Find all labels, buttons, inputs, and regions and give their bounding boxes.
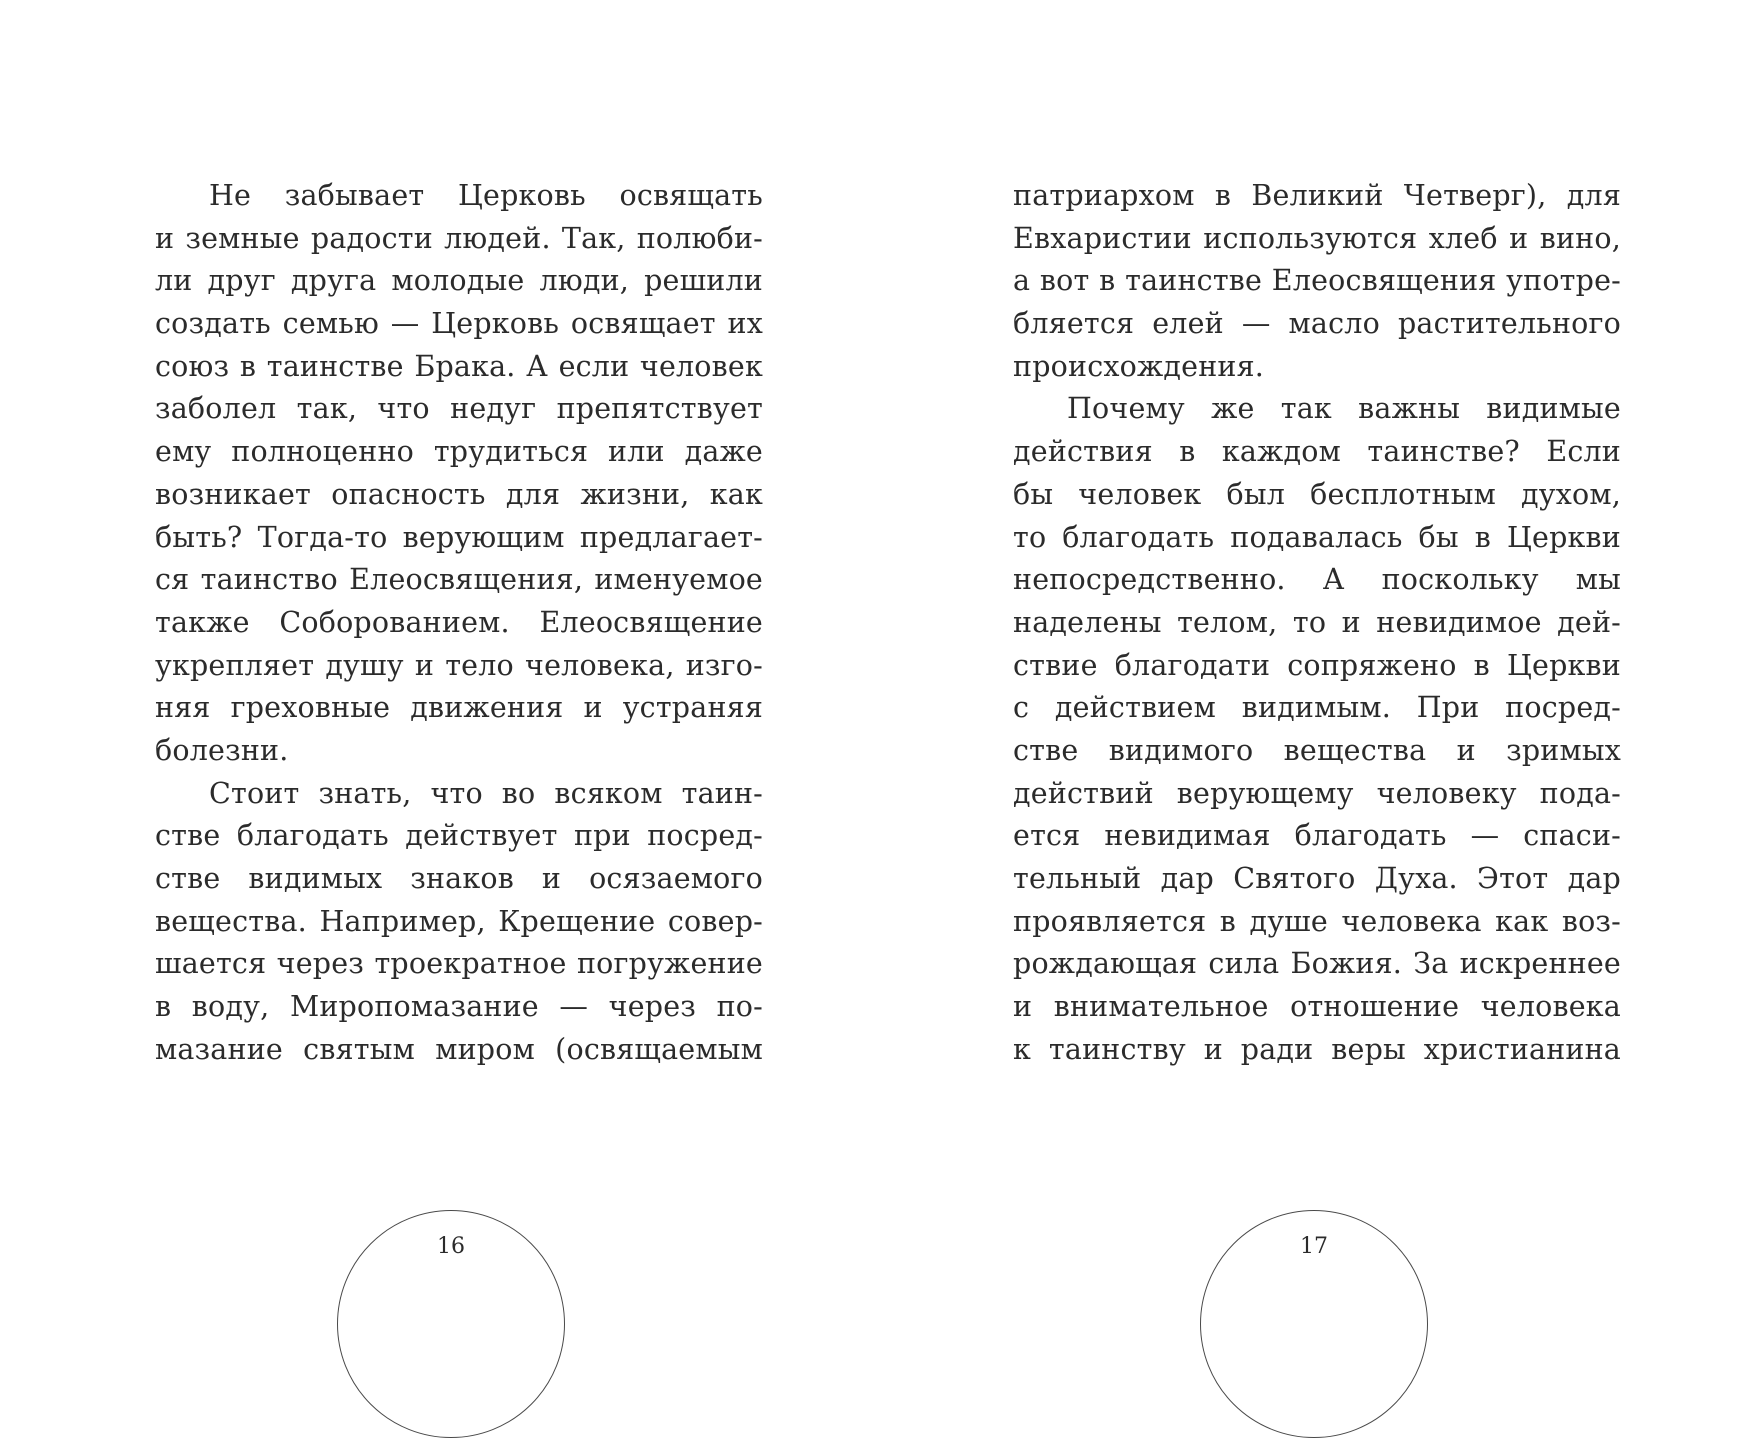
text-line: создать семью — Церковь освящает их [155,307,763,341]
text-line: тельный дар Святого Духа. Этот дар [1013,862,1621,895]
text-line: вещества. Например, Крещение совер- [155,904,763,938]
text-line: мазание святым миром (освящаемым [155,1032,763,1066]
text-line: Не забывает Церковь освящать [209,179,763,212]
text-line: быть? Тогда-то верующим предлагает- [155,520,763,554]
text-line: наделены телом, то и невидимое дей- [1013,605,1621,639]
text-line: действий верующему человеку пода- [1013,776,1621,810]
text-line: проявляется в душе человека как воз- [1013,904,1621,938]
text-line: стве благодать действует при посред- [155,819,763,853]
right-page [881,0,1762,1290]
text-line: происхождения. [1013,349,1265,383]
right-page-text [1013,175,1621,1071]
text-line: шается через троекратное погружение [155,947,763,981]
text-line: то благодать подавалась бы в Церкви [1013,520,1621,554]
text-line: и внимательное отношение человека [1013,990,1621,1024]
text-line: ся таинство Елеосвящения, именуемое [155,563,763,597]
page-number: 17 [1300,1234,1328,1259]
text-line: укрепляет душу и тело человека, изго- [155,648,763,682]
text-line: бляется елей — масло растительного [1013,307,1621,341]
text-line: патриархом в Великий Четверг), для [1013,179,1621,212]
text-line: стве видимого вещества и зримых [1013,733,1621,767]
page-number: 16 [437,1234,465,1259]
text-line: союз в таинстве Брака. А если человек [155,349,763,383]
text-line: с действием видимым. При посред- [1013,691,1621,725]
text-line: ется невидимая благодать — спаси- [1013,819,1621,853]
text-line: непосредственно. А поскольку мы [1013,563,1621,597]
text-line: бы человек был бесплотным духом, [1013,477,1621,511]
text-line: стве видимых знаков и осязаемого [155,862,763,895]
text-line: няя греховные движения и устраняя [155,691,763,725]
text-line: ли друг друга молодые люди, решили [155,264,763,298]
text-line: возникает опасность для жизни, как [155,477,763,511]
text-line: Евхаристии используются хлеб и вино, [1013,221,1621,255]
text-line: к таинству и ради веры христианина [1013,1032,1621,1066]
text-line: в воду, Миропомазание — через по- [155,990,763,1024]
text-line: заболел так, что недуг препятствует [155,392,763,426]
text-line: и земные радости людей. Так, полюби- [155,221,763,255]
text-line: Почему же так важны видимые [1067,392,1621,426]
text-line: действия в каждом таинстве? Если [1013,435,1621,469]
text-line: рождающая сила Божия. За искреннее [1013,947,1621,981]
left-page [0,0,881,1290]
text-line: также Соборованием. Елеосвящение [155,605,763,639]
text-line: ему полноценно трудиться или даже [155,435,763,469]
text-line: ствие благодати сопряжено в Церкви [1013,648,1621,682]
text-line: болезни. [155,733,289,767]
text-line: а вот в таинстве Елеосвящения употре- [1013,264,1621,298]
left-page-text [155,175,763,1071]
text-line: Стоит знать, что во всяком таин- [209,776,763,810]
